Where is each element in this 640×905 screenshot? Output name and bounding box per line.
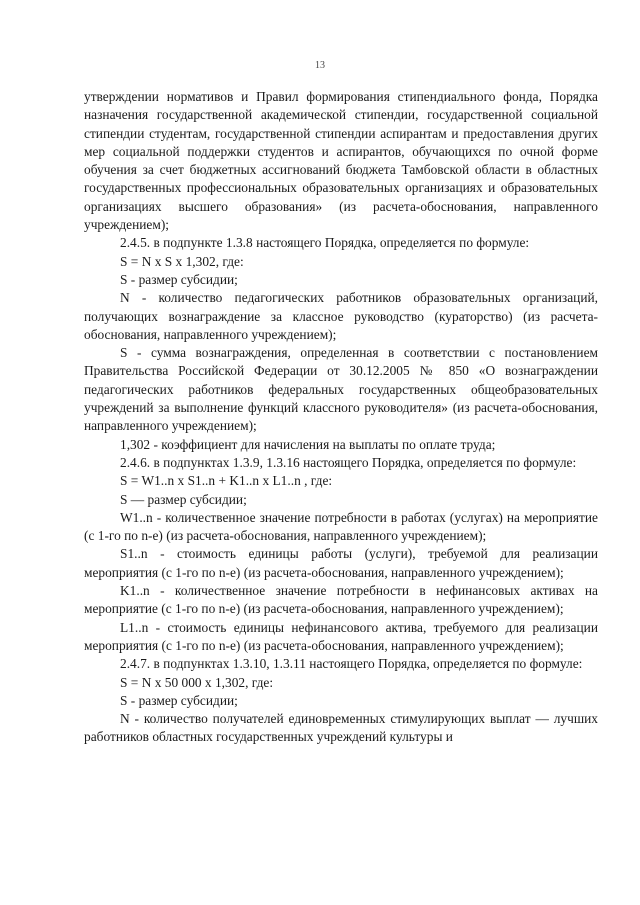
formula-line: S = N x 50 000 x 1,302, где: [120,674,274,690]
paragraph: 2.4.7. в подпунктах 1.3.10, 1.3.11 настоящего Порядка, определяется по формуле: [120,656,583,672]
page-number: 13 [315,60,325,71]
paragraph: утверждении нормативов и Правил формирования стипендиального фонда, Порядка назначения государственной академической стипендии, государственной социальной стипендии студентам, государственной стипендии аспирантам и предоставления других мер социальной поддержки студентов и аспирантов, обучающихся по очной форме обучения за счет бюджетных ассигнований бюджета Тамбовской области в областных государственных профессиональных образовательных организациях и образовательных организациях высшего образования» (из расчета-обоснования, направленного учреждением); [84,89,598,233]
paragraph: K1..n - количественное значение потребности в нефинансовых активах на мероприятие (с 1-го по n-е) (из расчета-обоснования, направленного учреждением); [84,583,598,617]
paragraph: 2.4.6. в подпунктах 1.3.9, 1.3.16 настоящего Порядка, определяется по формуле: [120,454,577,470]
paragraph: 2.4.5. в подпункте 1.3.8 настоящего Порядка, определяется по формуле: [120,235,530,251]
paragraph: S - размер субсидии; [120,271,238,287]
document-body [84,88,598,747]
paragraph: S1..n - стоимость единицы работы (услуги), требуемой для реализации мероприятия (с 1-го по n-е) (из расчета-обоснования, направленного учреждением); [84,546,598,580]
paragraph: S - размер субсидии; [120,692,238,708]
paragraph: W1..n - количественное значение потребности в работах (услугах) на мероприятие (с 1-го по n-е) (из расчета-обоснования, направленного учреждением); [84,509,598,544]
paragraph: N - количество получателей единовременных стимулирующих выплат — лучших работников областных государственных учреждений культуры и [84,711,598,745]
paragraph: N - количество педагогических работников образовательных организаций, получающих вознаграждение за классное руководство (кураторство) (из расчета-обоснования, направленного учреждением); [84,290,598,342]
paragraph: S — размер субсидии; [120,491,247,507]
paragraph: S - сумма вознаграждения, определенная в соответствии с постановлением Правительства Российской Федерации от 30.12.2005 № 850 «О вознаграждении педагогических работников федеральных государственных общеобразовательных учреждений за выполнение функций классного руководителя» (из расчета-обоснования, направленного учреждением); [84,345,598,434]
formula-line: S = W1..n x S1..n + K1..n x L1..n , где: [120,473,333,489]
paragraph: L1..n - стоимость единицы нефинансового актива, требуемого для реализации мероприятия (с 1-го по n-е) (из расчета-обоснования, направленного учреждением); [84,619,598,653]
paragraph: 1,302 - коэффициент для начисления на выплаты по оплате труда; [120,436,496,452]
formula-line: S = N x S x 1,302, где: [120,253,244,269]
